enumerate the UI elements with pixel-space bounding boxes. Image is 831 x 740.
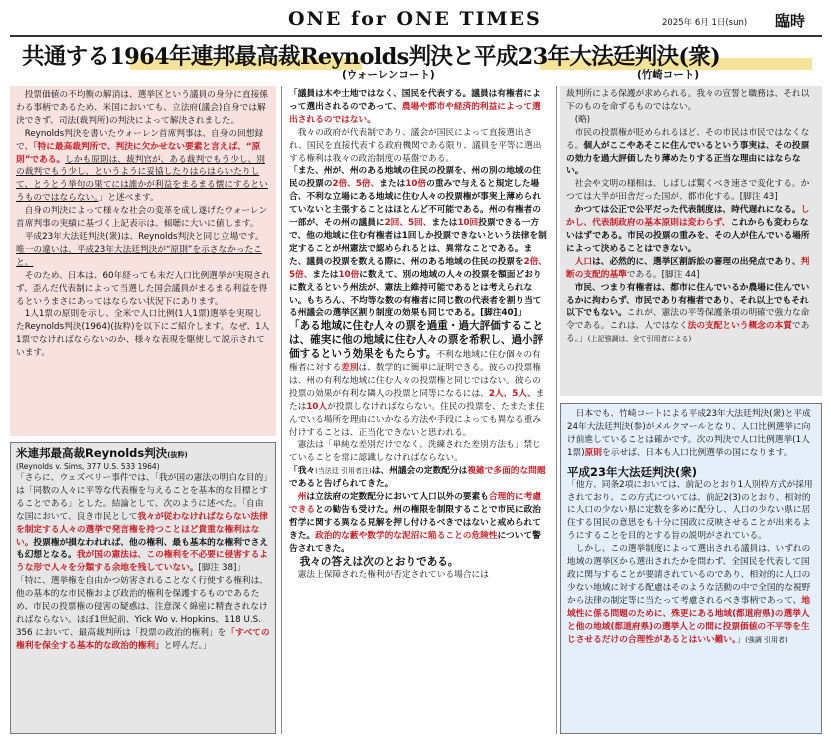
col2-p5: 憲法は「単純な差別だけでなく、洗練された差別方法も」禁じていることを常に認識しなければならない。 (289, 440, 541, 464)
intro-panel (10, 86, 276, 436)
headline-ruby-right: (竹崎コート) (637, 69, 700, 81)
masthead-rule (10, 35, 822, 37)
japan-intro: 日本でも、竹崎コートによる平成23年大法廷判決(衆)と平成24年大法廷判決(参)がメルクマールとなり、人口比例選挙に向け前進していることは確かです。次の判決で人口比例選挙(1人1票)原則を示せば、日本も人口比例選挙の国になります。 (567, 409, 811, 458)
col2-p6: 「我々(当法廷 引用者注)は、州議会の定数配分は複雑で多面的な問題であると告げられてきた。 (289, 466, 546, 490)
japan-ruling-panel (560, 403, 822, 734)
reynolds-citation: (Reynolds v. Sims, 377 U.S. 533 1964) (16, 462, 160, 471)
reynolds-main-column (285, 86, 553, 734)
col3-p7: 市民、つまり有権者は、都市に住んでいるか農場に住んでいるかに拘わらず、市民であり有権者であり、それ以上でもそれ以下でもない。これが、憲法の平等保護条項の明確で強力な命令である。これは、人ではなく法の支配という概念の本質である。」(上記強調は、全て引用者による) (566, 282, 810, 345)
headline-ruby-left: (ウォーレンコート) (342, 69, 435, 81)
headline-text: 共通する1964年連邦最高裁Reynolds判決と平成23年大法廷判決(衆) (22, 44, 721, 70)
col2-p8: 我々の答えは次のとおりである。 (299, 555, 459, 568)
col3-p2: (略) (574, 114, 591, 125)
masthead-badge: 臨時 (775, 12, 806, 30)
col3-p6: 人口は、必然的に、選挙区割訴訟の審理の出発点であり、判断の支配的基準である。[脚注 44] (566, 256, 810, 280)
headline (0, 38, 831, 84)
masthead (0, 4, 831, 34)
masthead-date: 2025年 6月 1日(sun) (662, 18, 748, 28)
intro-p2: Reynolds判決を書いたウォーレン首席判事は、自身の回想録で、「特に最高裁判所で、判決に欠かせない要素と言えば、“原則”である。しかも原則は、裁判官が、ある裁判でもう少し、別の裁判でもう少し、というように妥協したりはらはらいたりして、とうとう挙句の果てには誰かが利益をまるまる懐にするというものではならない。」と述べます。 (16, 128, 268, 204)
col2-p3: 「また、州が、州のある地域の住民の投票を、州の別の地域の住民の投票の2倍、5倍、または10倍の重みで与えると規定した場合、不利な立場にある地域に住む人々の投票権が事実上薄められていないと主張することはほとんど不可能である。州の有権者の一部が、その州の議員に2回、5回、または10回投票できる一方で、他の地域に住む有権者は1回しか投票できないという法律を制定することが州憲法で認められるとは、異常なことである。また、議員の投票を数える際に、州のある地域の住民の投票を2倍、5倍、または10倍に数えて、別の地域の人々の投票を額面どおりに数えるという州法が、憲法上維持可能であるとは考えられない。もちろん、不均等な数の有権者に同じ数の代表者を割り当てる州議会の選挙区割り制度の効果も同じである。[脚注40]」 (289, 166, 547, 319)
col2-p1: 「議員は木や土地ではなく、国民を代表する。議員は有権者によって選出されるのであって、農場や都市や経済的利益によって選出されるのではない。 (289, 89, 541, 125)
col3-p1: 裁判所による保護が求められる。我々の宣誓と職務は、それ以下のものを命ずるものではない。 (566, 89, 810, 112)
col2-p9: 憲法上保障された権利が否定されている場合には (297, 570, 489, 581)
col3-p4: 社会や文明の様相は、しばしば驚くべき速さで変化する。かつては大半が田舎だった国が、都市化する。[脚注 43] (566, 179, 810, 203)
reynolds-p1: 「さらに、ウェズベリー事件では、「我が国の憲法の明白な目的」は「同数の人々に平等な代表権を与えることを基本的な目標とすることである」とした。結論として、次のように述べた。「自由な国において、良き市民として我々が従わなければならない法律を制定する人々の選挙で発言権を持つことほど貴重な権利はない。投票権が損なわれれば、他の権利、最も基本的な権利でさえも幻想となる。我が国の憲法は、この権利を不必要に侵害するような形で人々を分類する余地を残していない。[脚注 38]」 (16, 473, 268, 574)
intro-p6: 1人1票の原則を示し、全米で人口比例(1人1票)選挙を実現したReynolds判決(1964)(抜粋)を以下にご紹介します。なぜ、1人1票でなければならないのか、様々な表現を駆使して説示されています。 (16, 309, 270, 359)
col2-p4: 「ある地域に住む人々の票を過重・過大評価することは、確実に他の地域に住む人々の票を希釈し、過小評価するという効果をもたらす。不利な地域に住む個々の有権者に対する差別は、数学的に簡単に証明できる。彼らの投票権は、州の有利な地域に住む人々の投票権と同じではない。彼らの投票の効果が有利な隣人の投票と同等になるには、2人、5人、または10人が投票しなければならない。住民の投票を、たまたま住んでいる場所を理由にいかなる方法や手段によっても異なる重み付けすることは、正当化できないと思われる。 (289, 320, 545, 438)
japan-p2: 「他方、同条2項においては、前記のとおり1人別枠方式が採用されており、この方式については、前記2(3)のとおり、相対的に人口の少ない県に定数を多めに配分し、人口の少ない県に居住する国民の意思をも十分に国政に反映させることが出来るようにすることを目的とする旨の説明がされている。 (567, 479, 813, 542)
japan-p3: しかし、この選挙制度によって選出される議員は、いずれの地域の選挙区から選出されたかを問わず、全国民を代表して国政に関与することが要請されているのであり、相対的に人口の少ない地域に対する配慮はそのような活動の中で全国的な視野から法律の制定等に当たって考慮されるべき事柄であって、地域性に係る問題のために、殊更にある地域(都道府県)の選挙人と他の地域(都道府県)の選挙人との間に投票価値の不平等を生じさせるだけの合理性があるとはいい難い。」(強調 引用者) (567, 544, 811, 645)
col2-p2: 我々の政府が代表制であり、議会が国民によって直接選出され、国民を直接代表する政府機関である限り、議員を平等に選出する権利は我々の政治制度の基盤である。 (289, 127, 542, 164)
reynolds-title: 米連邦最高裁Reynolds判決(抜粋) (16, 446, 188, 460)
reynolds-continued-panel (560, 86, 822, 396)
column-rule-1 (281, 86, 282, 734)
reynolds-p2: 「特に、選挙権を自由かつ妨害されることなく行使する権利は、他の基本的な市民権および政治的権利を保護するものであるため、市民の投票権の侵害の疑惑は、注意深く綿密に精査されなければならない。ほぼ1世紀前、Yick Wo v. Hopkins、118 U.S. 356 において、最高裁判所は「投票の政治的権利」を「すべての権利を保全する基本的な政治的権利」と呼んだ。」 (16, 576, 270, 651)
col3-p5: かつては公正で公平だった代表制度は、時代遅れになる。しかし、代表制政府の基本原則は変わらず、これからも変わらないはずである。市民の投票の重みを、その人が住んでいる場所によって決めることはできない。 (566, 205, 810, 254)
intro-p1: 投票価値の不均衡の解消は、選挙区という議員の身分に直接係わる事柄であるため、米国においても、立法府(議会)自身では解決できず、司法(裁判所)の判決によって解決されました。 (16, 90, 268, 126)
reynolds-excerpt-panel (10, 442, 276, 734)
masthead-title: ONE for ONE TIMES (288, 8, 542, 30)
japan-ruling-title: 平成23年大法廷判決(衆) (567, 464, 698, 479)
col2-p7: 州は立法府の定数配分において人口以外の要素も合理的に考慮できるとの勧告も受けた。州の権限を制限することで市民に政治哲学に関する異なる見解を押し付けるべきではないと戒められてきた。政治的な藪や数学的な泥沼に陥ることの危険性について警告されてきた。 (289, 492, 541, 554)
column-rule-2 (556, 86, 557, 734)
intro-p5: そのため、日本は、60年経っても未だ人口比例選挙が実現されず、歪んだ代表制によって当選した国会議員がまるまる利益を得るというまさにあってはならない状況下にあります。 (16, 270, 270, 307)
intro-p4: 平成23年大法廷判決(衆)は、Reynolds判決と同じ立場です。唯一の違いは、平成23年大法廷判決が“原則”を示さなかったこと。 (16, 231, 264, 268)
intro-p3: 自身の判決によって様々な社会の変革を成し遂げたウォーレン首席判事の実績に基づく上記表示は、傾聴に大いに値します。 (16, 206, 268, 230)
col3-p3: 市民の投票権が貶められるほど、その市民は市民ではなくなる。個人がここやあそこに住んでいるという事実は、その投票の効力を過大評価したり薄めたりする正当な理由にはならない。 (566, 127, 810, 177)
